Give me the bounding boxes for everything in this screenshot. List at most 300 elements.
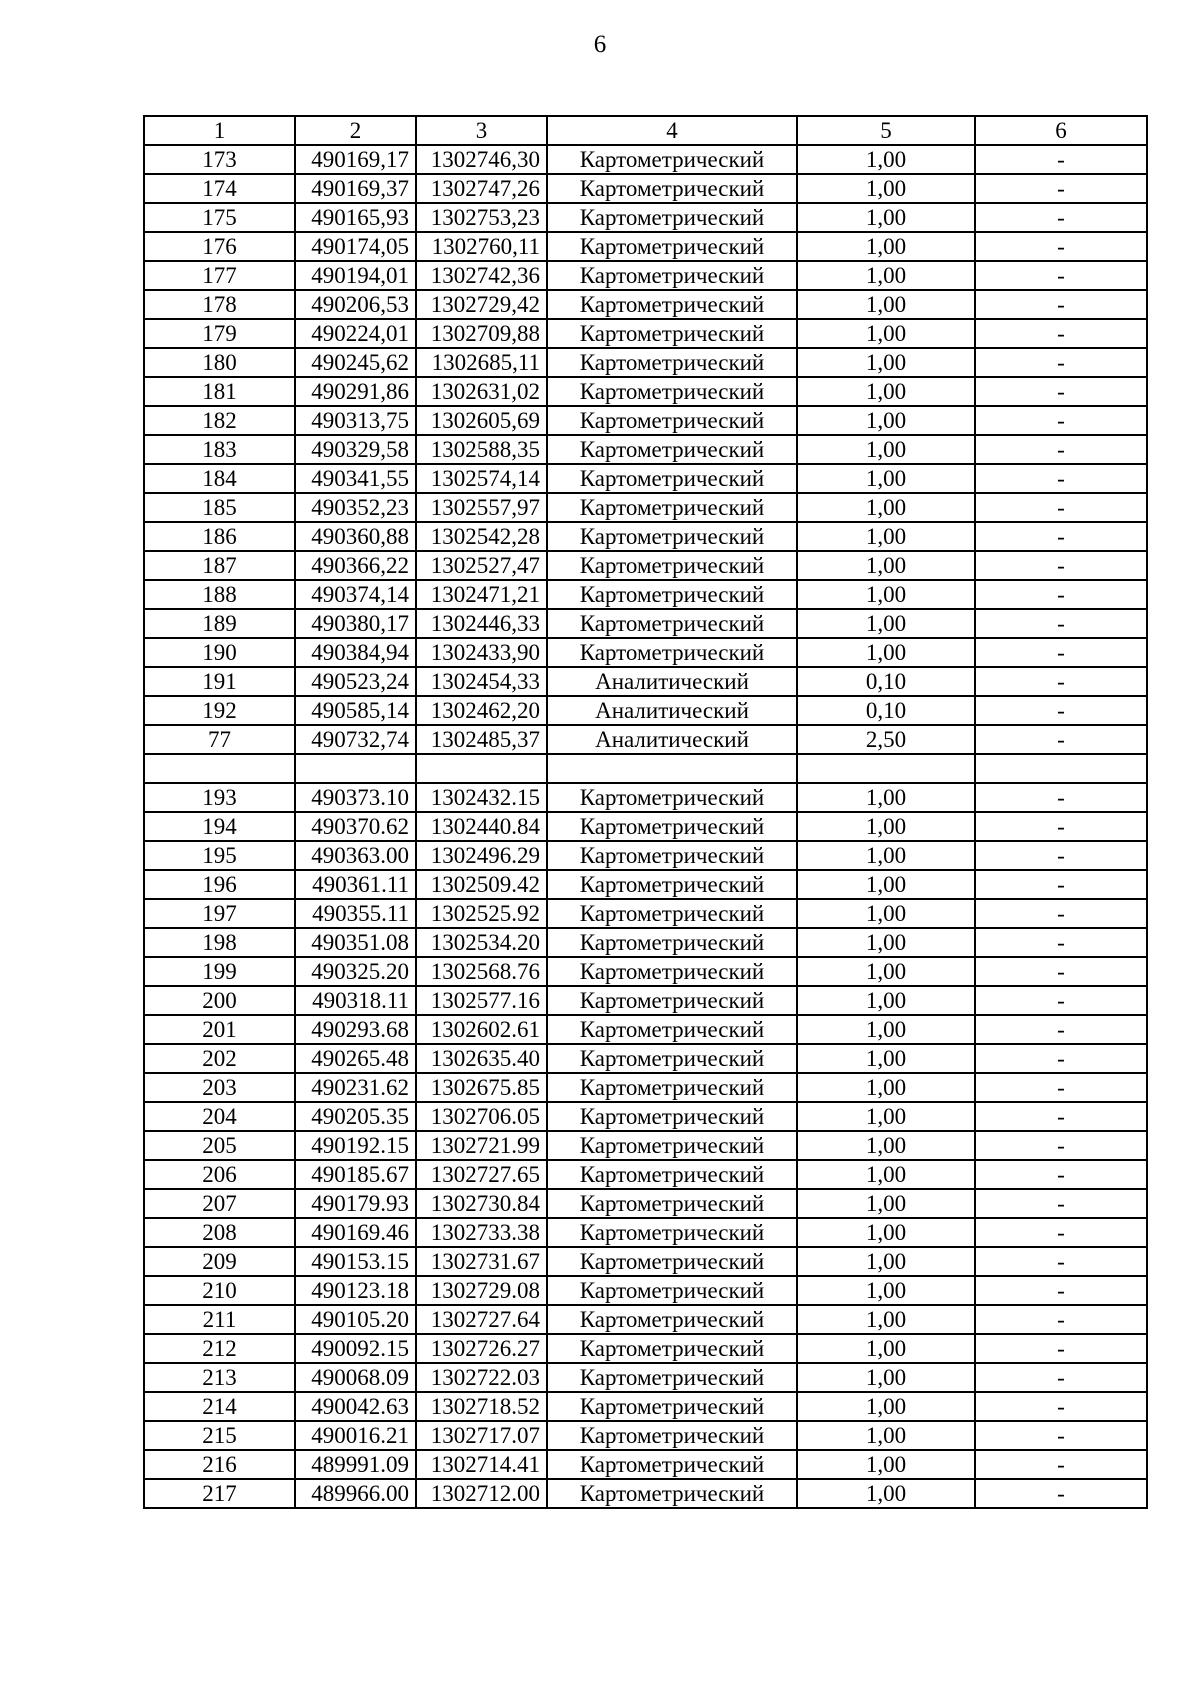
cell-coord-x: 490325.20 xyxy=(295,957,416,986)
cell-method: Картометрический xyxy=(547,377,797,406)
cell-method: Картометрический xyxy=(547,1160,797,1189)
cell-coord-y: 1302709,88 xyxy=(416,319,547,348)
cell-method: Картометрический xyxy=(547,1450,797,1479)
table-row xyxy=(144,1334,1147,1363)
cell-coord-x: 490351.08 xyxy=(295,928,416,957)
table-row xyxy=(144,261,1147,290)
cell-point-number: 176 xyxy=(144,232,295,261)
cell-method: Картометрический xyxy=(547,1421,797,1450)
cell-method: Картометрический xyxy=(547,406,797,435)
cell-coord-y: 1302718.52 xyxy=(416,1392,547,1421)
cell-accuracy: 1,00 xyxy=(797,406,975,435)
table-row xyxy=(144,899,1147,928)
table-row xyxy=(144,1160,1147,1189)
cell-coord-y: 1302746,30 xyxy=(416,145,547,174)
cell-coord-x: 490245,62 xyxy=(295,348,416,377)
cell-coord-x: 490380,17 xyxy=(295,609,416,638)
cell-coord-y: 1302527,47 xyxy=(416,551,547,580)
cell-coord-x: 490329,58 xyxy=(295,435,416,464)
cell-coord-y: 1302733.38 xyxy=(416,1218,547,1247)
cell-note: - xyxy=(975,174,1147,203)
cell-accuracy: 1,00 xyxy=(797,609,975,638)
cell-point-number: 179 xyxy=(144,319,295,348)
table-row xyxy=(144,203,1147,232)
cell-note: - xyxy=(975,812,1147,841)
cell-accuracy: 1,00 xyxy=(797,348,975,377)
cell-point-number: 198 xyxy=(144,928,295,957)
table-row xyxy=(144,580,1147,609)
cell-coord-x: 490169,37 xyxy=(295,174,416,203)
cell-point-number: 197 xyxy=(144,899,295,928)
cell-accuracy: 1,00 xyxy=(797,1276,975,1305)
cell-coord-y: 1302753,23 xyxy=(416,203,547,232)
table-row xyxy=(144,1247,1147,1276)
cell-accuracy: 1,00 xyxy=(797,174,975,203)
cell-note: - xyxy=(975,1044,1147,1073)
cell-note: - xyxy=(975,1073,1147,1102)
cell-method: Картометрический xyxy=(547,290,797,319)
cell-coord-x: 490185.67 xyxy=(295,1160,416,1189)
cell-coord-x: 490123.18 xyxy=(295,1276,416,1305)
cell-coord-y: 1302509.42 xyxy=(416,870,547,899)
cell-coord-x: 490374,14 xyxy=(295,580,416,609)
cell-accuracy: 1,00 xyxy=(797,319,975,348)
cell-method: Картометрический xyxy=(547,174,797,203)
cell-method: Картометрический xyxy=(547,464,797,493)
table-row xyxy=(144,1073,1147,1102)
cell-method: Картометрический xyxy=(547,435,797,464)
cell-coord-x: 490366,22 xyxy=(295,551,416,580)
cell-method: Картометрический xyxy=(547,1276,797,1305)
cell-point-number: 209 xyxy=(144,1247,295,1276)
cell-note: - xyxy=(975,1218,1147,1247)
table-row xyxy=(144,493,1147,522)
table-row xyxy=(144,1363,1147,1392)
column-header-note: 6 xyxy=(975,116,1147,145)
cell-accuracy: 1,00 xyxy=(797,1334,975,1363)
table-header-row xyxy=(144,116,1147,145)
cell-coord-y: 1302462,20 xyxy=(416,696,547,725)
cell-note: - xyxy=(975,841,1147,870)
cell-note: - xyxy=(975,957,1147,986)
cell-coord-y: 1302726.27 xyxy=(416,1334,547,1363)
cell-method: Картометрический xyxy=(547,203,797,232)
cell-coord-y: 1302727.64 xyxy=(416,1305,547,1334)
cell-accuracy: 1,00 xyxy=(797,145,975,174)
cell-coord-x: 490016.21 xyxy=(295,1421,416,1450)
cell-coord-y: 1302747,26 xyxy=(416,174,547,203)
cell-accuracy: 1,00 xyxy=(797,1392,975,1421)
cell-method: Картометрический xyxy=(547,1479,797,1508)
cell-coord-y: 1302588,35 xyxy=(416,435,547,464)
cell-note: - xyxy=(975,435,1147,464)
cell-coord-y: 1302446,33 xyxy=(416,609,547,638)
cell-point-number: 178 xyxy=(144,290,295,319)
cell-accuracy: 1,00 xyxy=(797,957,975,986)
cell-method: Картометрический xyxy=(547,1015,797,1044)
cell-point-number: 186 xyxy=(144,522,295,551)
table-row xyxy=(144,1276,1147,1305)
coordinates-table xyxy=(143,115,1148,1509)
cell-method: Аналитический xyxy=(547,667,797,696)
table-row xyxy=(144,1421,1147,1450)
cell-point-number: 211 xyxy=(144,1305,295,1334)
cell-method: Картометрический xyxy=(547,783,797,812)
cell-accuracy: 1,00 xyxy=(797,1015,975,1044)
cell-accuracy: 1,00 xyxy=(797,464,975,493)
table-row xyxy=(144,870,1147,899)
cell-point-number: 215 xyxy=(144,1421,295,1450)
cell-method: Картометрический xyxy=(547,638,797,667)
cell-point-number: 193 xyxy=(144,783,295,812)
cell-point-number: 205 xyxy=(144,1131,295,1160)
cell-accuracy: 1,00 xyxy=(797,1131,975,1160)
cell-method: Картометрический xyxy=(547,1189,797,1218)
cell-coord-y: 1302631,02 xyxy=(416,377,547,406)
cell-point-number: 177 xyxy=(144,261,295,290)
table-row xyxy=(144,1479,1147,1508)
cell-method: Картометрический xyxy=(547,841,797,870)
cell-method: Картометрический xyxy=(547,261,797,290)
cell-point-number xyxy=(144,754,295,783)
cell-coord-y: 1302730.84 xyxy=(416,1189,547,1218)
cell-coord-y: 1302675.85 xyxy=(416,1073,547,1102)
table-row xyxy=(144,1189,1147,1218)
cell-method: Картометрический xyxy=(547,1305,797,1334)
table-row xyxy=(144,1044,1147,1073)
table-row xyxy=(144,1131,1147,1160)
table-row xyxy=(144,174,1147,203)
cell-coord-y: 1302557,97 xyxy=(416,493,547,522)
cell-coord-x: 490352,23 xyxy=(295,493,416,522)
cell-point-number: 196 xyxy=(144,870,295,899)
cell-accuracy: 1,00 xyxy=(797,638,975,667)
cell-note: - xyxy=(975,522,1147,551)
cell-note: - xyxy=(975,1334,1147,1363)
cell-point-number: 199 xyxy=(144,957,295,986)
cell-note: - xyxy=(975,1189,1147,1218)
cell-accuracy: 1,00 xyxy=(797,783,975,812)
cell-coord-x: 490206,53 xyxy=(295,290,416,319)
cell-point-number: 214 xyxy=(144,1392,295,1421)
cell-point-number: 202 xyxy=(144,1044,295,1073)
cell-method: Картометрический xyxy=(547,928,797,957)
table-row xyxy=(144,696,1147,725)
cell-method: Картометрический xyxy=(547,1392,797,1421)
table-row xyxy=(144,1102,1147,1131)
cell-method: Картометрический xyxy=(547,957,797,986)
cell-coord-y: 1302742,36 xyxy=(416,261,547,290)
cell-point-number: 183 xyxy=(144,435,295,464)
cell-coord-x: 490042.63 xyxy=(295,1392,416,1421)
cell-point-number: 175 xyxy=(144,203,295,232)
cell-note: - xyxy=(975,1305,1147,1334)
cell-method: Картометрический xyxy=(547,348,797,377)
cell-note: - xyxy=(975,1160,1147,1189)
cell-point-number: 212 xyxy=(144,1334,295,1363)
cell-point-number: 182 xyxy=(144,406,295,435)
cell-coord-y xyxy=(416,754,547,783)
cell-note: - xyxy=(975,1102,1147,1131)
cell-accuracy: 1,00 xyxy=(797,986,975,1015)
table-row xyxy=(144,1305,1147,1334)
cell-method: Картометрический xyxy=(547,1131,797,1160)
column-header-coord-x: 2 xyxy=(295,116,416,145)
cell-coord-y: 1302685,11 xyxy=(416,348,547,377)
table-row xyxy=(144,957,1147,986)
cell-point-number: 208 xyxy=(144,1218,295,1247)
table-row xyxy=(144,1392,1147,1421)
cell-coord-x: 490318.11 xyxy=(295,986,416,1015)
cell-coord-y: 1302602.61 xyxy=(416,1015,547,1044)
cell-coord-x: 490313,75 xyxy=(295,406,416,435)
cell-note: - xyxy=(975,1363,1147,1392)
cell-point-number: 180 xyxy=(144,348,295,377)
cell-note: - xyxy=(975,667,1147,696)
cell-coord-x: 490360,88 xyxy=(295,522,416,551)
cell-point-number: 192 xyxy=(144,696,295,725)
cell-method: Картометрический xyxy=(547,986,797,1015)
cell-coord-y: 1302525.92 xyxy=(416,899,547,928)
cell-method: Картометрический xyxy=(547,1044,797,1073)
cell-coord-x: 490370.62 xyxy=(295,812,416,841)
cell-note xyxy=(975,754,1147,783)
cell-point-number: 189 xyxy=(144,609,295,638)
cell-method xyxy=(547,754,797,783)
cell-accuracy: 1,00 xyxy=(797,1189,975,1218)
cell-note: - xyxy=(975,319,1147,348)
cell-point-number: 213 xyxy=(144,1363,295,1392)
cell-point-number: 210 xyxy=(144,1276,295,1305)
cell-coord-x: 489991.09 xyxy=(295,1450,416,1479)
cell-coord-y: 1302605,69 xyxy=(416,406,547,435)
cell-accuracy: 1,00 xyxy=(797,435,975,464)
cell-coord-y: 1302568.76 xyxy=(416,957,547,986)
cell-accuracy: 1,00 xyxy=(797,261,975,290)
cell-coord-y: 1302432.15 xyxy=(416,783,547,812)
cell-point-number: 185 xyxy=(144,493,295,522)
cell-note: - xyxy=(975,609,1147,638)
cell-method: Картометрический xyxy=(547,1363,797,1392)
cell-accuracy: 1,00 xyxy=(797,1421,975,1450)
table-row xyxy=(144,435,1147,464)
cell-note: - xyxy=(975,203,1147,232)
cell-note: - xyxy=(975,1131,1147,1160)
cell-method: Картометрический xyxy=(547,522,797,551)
cell-note: - xyxy=(975,1015,1147,1044)
cell-method: Картометрический xyxy=(547,493,797,522)
cell-accuracy: 1,00 xyxy=(797,232,975,261)
cell-accuracy: 2,50 xyxy=(797,725,975,754)
cell-method: Картометрический xyxy=(547,1102,797,1131)
table-row xyxy=(144,928,1147,957)
cell-method: Аналитический xyxy=(547,696,797,725)
cell-coord-y: 1302577.16 xyxy=(416,986,547,1015)
cell-coord-y: 1302731.67 xyxy=(416,1247,547,1276)
cell-coord-x: 490194,01 xyxy=(295,261,416,290)
cell-accuracy: 1,00 xyxy=(797,841,975,870)
cell-coord-y: 1302635.40 xyxy=(416,1044,547,1073)
cell-coord-x: 490165,93 xyxy=(295,203,416,232)
cell-coord-y: 1302574,14 xyxy=(416,464,547,493)
table-row xyxy=(144,638,1147,667)
cell-coord-y: 1302717.07 xyxy=(416,1421,547,1450)
cell-coord-x xyxy=(295,754,416,783)
cell-coord-y: 1302496.29 xyxy=(416,841,547,870)
cell-accuracy xyxy=(797,754,975,783)
cell-method: Картометрический xyxy=(547,1073,797,1102)
cell-note: - xyxy=(975,1479,1147,1508)
cell-coord-x: 490293.68 xyxy=(295,1015,416,1044)
column-header-method: 4 xyxy=(547,116,797,145)
cell-accuracy: 1,00 xyxy=(797,290,975,319)
cell-accuracy: 1,00 xyxy=(797,551,975,580)
cell-coord-x: 490192.15 xyxy=(295,1131,416,1160)
cell-coord-y: 1302534.20 xyxy=(416,928,547,957)
table-row xyxy=(144,464,1147,493)
cell-accuracy: 1,00 xyxy=(797,1102,975,1131)
cell-note: - xyxy=(975,783,1147,812)
cell-accuracy: 1,00 xyxy=(797,1044,975,1073)
cell-accuracy: 1,00 xyxy=(797,493,975,522)
cell-note: - xyxy=(975,986,1147,1015)
cell-point-number: 204 xyxy=(144,1102,295,1131)
cell-point-number: 77 xyxy=(144,725,295,754)
cell-note: - xyxy=(975,290,1147,319)
cell-note: - xyxy=(975,928,1147,957)
cell-coord-y: 1302712.00 xyxy=(416,1479,547,1508)
cell-accuracy: 1,00 xyxy=(797,580,975,609)
cell-note: - xyxy=(975,1276,1147,1305)
cell-coord-x: 490105.20 xyxy=(295,1305,416,1334)
cell-accuracy: 1,00 xyxy=(797,1363,975,1392)
table-row xyxy=(144,348,1147,377)
cell-point-number: 181 xyxy=(144,377,295,406)
cell-note: - xyxy=(975,870,1147,899)
cell-point-number: 207 xyxy=(144,1189,295,1218)
cell-note: - xyxy=(975,580,1147,609)
table-row xyxy=(144,377,1147,406)
cell-method: Картометрический xyxy=(547,609,797,638)
cell-coord-y: 1302542,28 xyxy=(416,522,547,551)
column-header-coord-y: 3 xyxy=(416,116,547,145)
cell-coord-y: 1302721.99 xyxy=(416,1131,547,1160)
cell-accuracy: 1,00 xyxy=(797,899,975,928)
cell-coord-x: 490355.11 xyxy=(295,899,416,928)
cell-coord-x: 490361.11 xyxy=(295,870,416,899)
cell-coord-y: 1302706.05 xyxy=(416,1102,547,1131)
table-row xyxy=(144,1015,1147,1044)
cell-point-number: 173 xyxy=(144,145,295,174)
cell-accuracy: 1,00 xyxy=(797,1450,975,1479)
cell-accuracy: 1,00 xyxy=(797,812,975,841)
cell-point-number: 194 xyxy=(144,812,295,841)
cell-method: Картометрический xyxy=(547,319,797,348)
cell-point-number: 217 xyxy=(144,1479,295,1508)
cell-coord-x: 490265.48 xyxy=(295,1044,416,1073)
table-row xyxy=(144,986,1147,1015)
cell-accuracy: 0,10 xyxy=(797,667,975,696)
cell-note: - xyxy=(975,377,1147,406)
cell-method: Картометрический xyxy=(547,1247,797,1276)
cell-note: - xyxy=(975,638,1147,667)
cell-accuracy: 0,10 xyxy=(797,696,975,725)
cell-coord-x: 490732,74 xyxy=(295,725,416,754)
cell-note: - xyxy=(975,406,1147,435)
cell-point-number: 200 xyxy=(144,986,295,1015)
cell-coord-y: 1302722.03 xyxy=(416,1363,547,1392)
table-row xyxy=(144,319,1147,348)
cell-coord-x: 490523,24 xyxy=(295,667,416,696)
cell-coord-x: 490169.46 xyxy=(295,1218,416,1247)
cell-note: - xyxy=(975,1450,1147,1479)
cell-coord-x: 490153.15 xyxy=(295,1247,416,1276)
cell-coord-x: 490231.62 xyxy=(295,1073,416,1102)
table-body xyxy=(144,145,1147,1508)
cell-coord-x: 490373.10 xyxy=(295,783,416,812)
cell-point-number: 201 xyxy=(144,1015,295,1044)
cell-note: - xyxy=(975,145,1147,174)
cell-coord-y: 1302440.84 xyxy=(416,812,547,841)
cell-coord-x: 490179.93 xyxy=(295,1189,416,1218)
page-number: 6 xyxy=(593,31,607,58)
cell-coord-y: 1302727.65 xyxy=(416,1160,547,1189)
table-row xyxy=(144,551,1147,580)
cell-coord-y: 1302454,33 xyxy=(416,667,547,696)
table-row xyxy=(144,522,1147,551)
cell-note: - xyxy=(975,261,1147,290)
cell-note: - xyxy=(975,232,1147,261)
cell-coord-x: 490291,86 xyxy=(295,377,416,406)
cell-point-number: 190 xyxy=(144,638,295,667)
cell-coord-x: 490585,14 xyxy=(295,696,416,725)
table-row xyxy=(144,1218,1147,1247)
table-row xyxy=(144,232,1147,261)
cell-coord-x: 490363.00 xyxy=(295,841,416,870)
cell-coord-y: 1302760,11 xyxy=(416,232,547,261)
table-row xyxy=(144,754,1147,783)
cell-method: Картометрический xyxy=(547,232,797,261)
cell-coord-y: 1302485,37 xyxy=(416,725,547,754)
cell-coord-x: 490224,01 xyxy=(295,319,416,348)
cell-point-number: 191 xyxy=(144,667,295,696)
table-row xyxy=(144,406,1147,435)
cell-note: - xyxy=(975,464,1147,493)
table-row xyxy=(144,1450,1147,1479)
cell-accuracy: 1,00 xyxy=(797,1073,975,1102)
cell-accuracy: 1,00 xyxy=(797,1160,975,1189)
cell-note: - xyxy=(975,493,1147,522)
cell-accuracy: 1,00 xyxy=(797,1479,975,1508)
cell-accuracy: 1,00 xyxy=(797,377,975,406)
cell-method: Картометрический xyxy=(547,580,797,609)
cell-note: - xyxy=(975,725,1147,754)
cell-method: Картометрический xyxy=(547,1334,797,1363)
table-row xyxy=(144,609,1147,638)
cell-point-number: 188 xyxy=(144,580,295,609)
table-row xyxy=(144,841,1147,870)
cell-accuracy: 1,00 xyxy=(797,1247,975,1276)
cell-coord-x: 490169,17 xyxy=(295,145,416,174)
table-row xyxy=(144,145,1147,174)
cell-method: Картометрический xyxy=(547,812,797,841)
cell-coord-y: 1302729,42 xyxy=(416,290,547,319)
cell-coord-y: 1302471,21 xyxy=(416,580,547,609)
cell-note: - xyxy=(975,1392,1147,1421)
cell-point-number: 206 xyxy=(144,1160,295,1189)
cell-coord-x: 489966.00 xyxy=(295,1479,416,1508)
table-row xyxy=(144,725,1147,754)
